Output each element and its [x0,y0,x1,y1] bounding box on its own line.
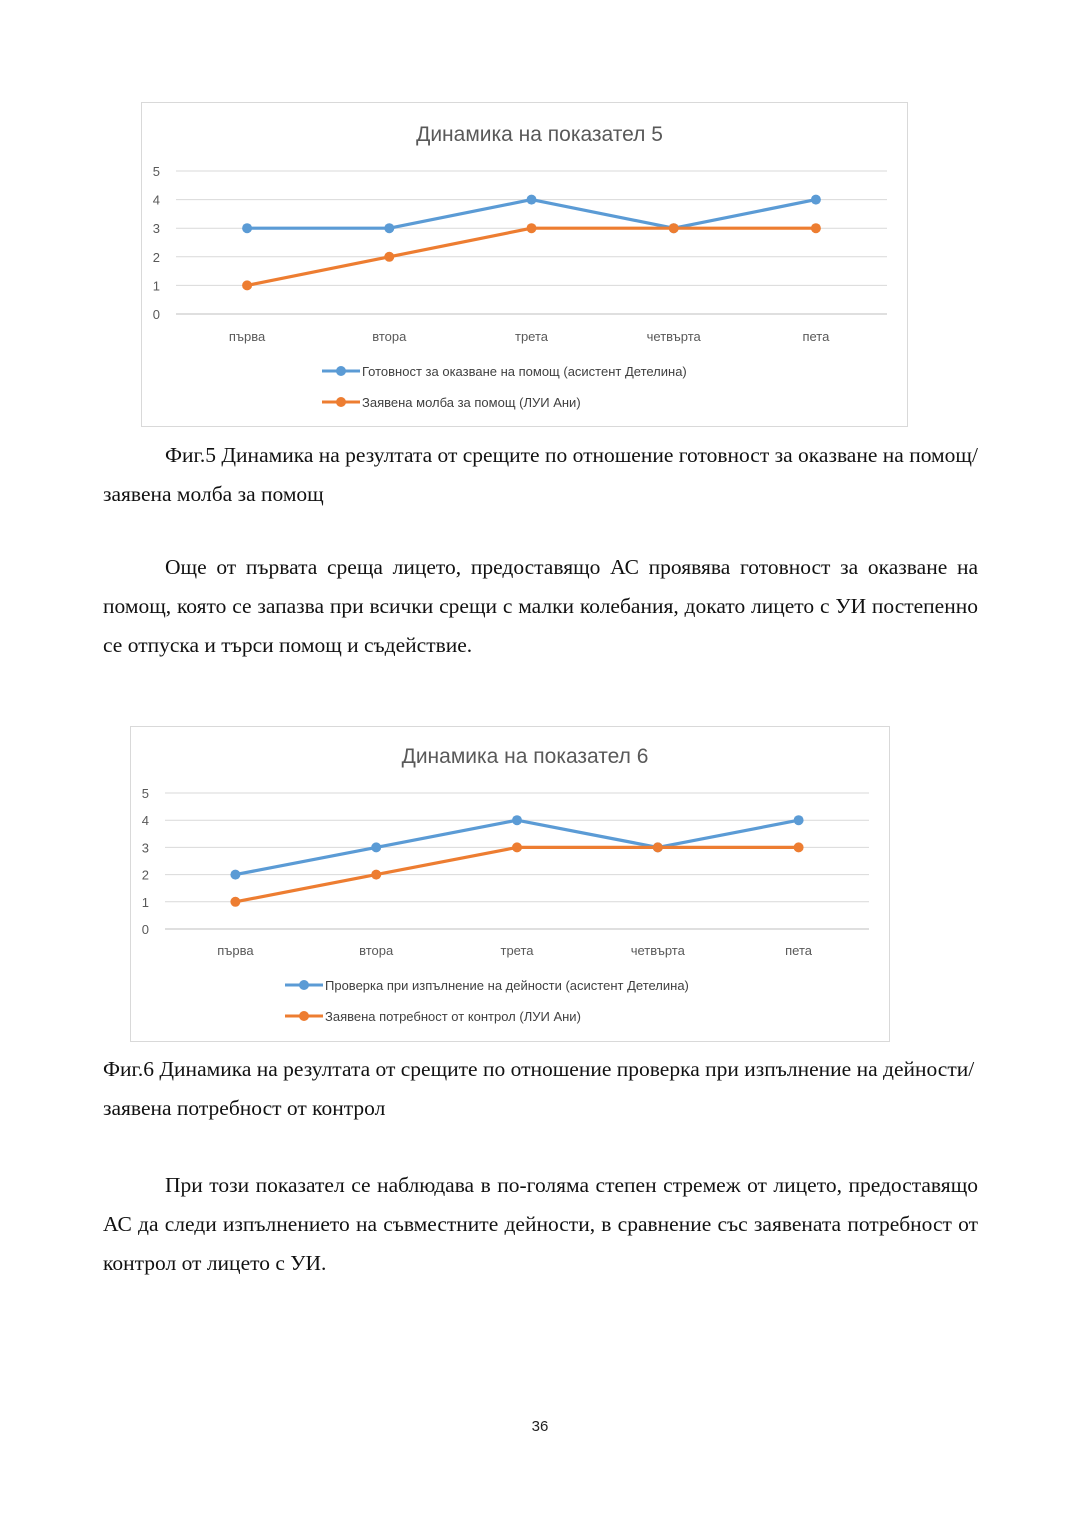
chart-title: Динамика на показател 6 [401,745,649,768]
data-point-series-1 [527,195,537,205]
chart-5-svg [142,103,909,428]
y-tick-label: 5 [152,164,160,179]
chart-title: Динамика на показател 5 [416,123,663,146]
x-tick-label: първа [217,943,254,958]
data-point-series-2 [371,870,381,880]
chart-5 [141,102,908,427]
data-point-series-2 [794,842,804,852]
legend-label: Заявена молба за помощ (ЛУИ Ани) [362,395,581,410]
page-number: 36 [531,1418,549,1435]
x-tick-label: четвърта [646,329,701,344]
data-point-series-1 [371,842,381,852]
figure-5-caption: Фиг.5 Динамика на резултата от срещите по отношение готовност за оказване на помощ/заявена молба за помощ [103,443,978,506]
chart-6-svg [131,727,891,1043]
y-tick-label: 4 [152,192,160,208]
x-tick-label: пета [785,943,813,958]
chart-6 [130,726,890,1042]
data-point-series-2 [811,223,821,233]
data-point-series-1 [794,815,804,825]
y-tick-label: 2 [141,867,149,883]
data-point-series-2 [512,842,522,852]
y-tick-label: 3 [141,840,149,856]
x-tick-label: четвърта [630,943,685,958]
legend-label: Готовност за оказване на помощ (асистент Детелина) [362,364,687,379]
data-point-series-2 [230,897,240,907]
y-tick-label: 0 [152,307,160,322]
y-tick-label: 4 [141,813,149,829]
data-point-series-1 [242,223,252,233]
data-point-series-2 [242,280,252,290]
data-point-series-1 [230,870,240,880]
figure-6-caption: Фиг.6 Динамика на резултата от срещите по отношение проверка при изпълнение на дейности/заявена потребност от контрол [103,1057,975,1120]
data-point-series-2 [669,223,679,233]
y-tick-label: 1 [141,894,149,910]
data-point-series-1 [384,223,394,233]
y-tick-label: 1 [152,278,160,294]
data-point-series-2 [653,842,663,852]
x-tick-label: първа [228,329,266,344]
y-tick-label: 0 [141,922,149,937]
x-tick-label: трета [514,329,549,344]
x-tick-label: втора [359,943,394,958]
paragraph-1: Още от първата среща лицето, предоставящо АС проявява готовност за оказване на помощ, която се запазва при всички срещи с малки колебания, докато лицето с УИ постепенно се отпуска и търси помощ и съдействие. [103,555,978,657]
legend-label: Заявена потребност от контрол (ЛУИ Ани) [325,1009,581,1024]
data-point-series-2 [527,223,537,233]
y-tick-label: 2 [152,249,160,265]
data-point-series-1 [512,815,522,825]
legend-marker [299,980,309,990]
legend-marker [299,1011,309,1021]
x-tick-label: пета [802,329,830,344]
data-point-series-2 [384,252,394,262]
paragraph-2: При този показател се наблюдава в по-голяма степен стремеж от лицето, предоставящо АС да следи изпълнението на съвместните дейности, в сравнение със заявената потребност от контрол от лицето с УИ. [103,1173,978,1275]
y-tick-label: 3 [152,221,160,237]
y-tick-label: 5 [141,786,149,801]
x-tick-label: втора [372,329,407,344]
legend-marker [336,366,346,376]
legend-label: Проверка при изпълнение на дейности (асистент Детелина) [325,978,689,993]
data-point-series-1 [811,195,821,205]
legend-marker [336,397,346,407]
x-tick-label: трета [500,943,534,958]
